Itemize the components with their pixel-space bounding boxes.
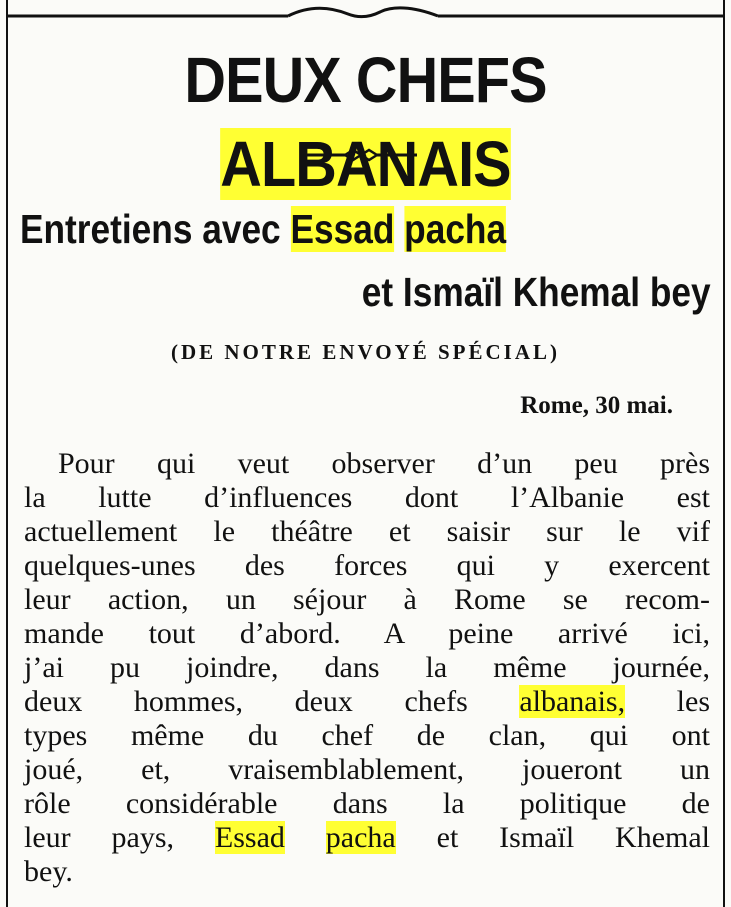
column-rule-right [723, 0, 725, 907]
highlight-albanais: albanais, [519, 685, 626, 718]
headline-ornament [305, 146, 417, 164]
body-line: joué, et, vraisemblablement, joueront un [24, 753, 710, 786]
subheadline-text: Entretiens avec [20, 206, 291, 252]
dateline: Rome, 30 mai. [520, 392, 673, 419]
body-line: j’ai pu joindre, dans la même journée, [24, 651, 710, 684]
body-line: actuellement le théâtre et saisir sur le vif [24, 515, 710, 548]
article-headline [37, 38, 695, 206]
body-line: bey. [24, 855, 73, 888]
body-line: mande tout d’abord. A peine arrivé ici, [24, 617, 710, 650]
body-line: la lutte d’influences dont l’Albanie est [24, 481, 710, 514]
article-body [24, 447, 710, 889]
body-line: leur action, un séjour à Rome se recom- [24, 583, 710, 616]
byline: (DE NOTRE ENVOYÉ SPÉCIAL) [170, 340, 561, 364]
space [394, 206, 404, 252]
body-line: quelques-unes des forces qui y exercent [24, 549, 710, 582]
highlight-pacha: pacha [404, 206, 507, 252]
body-line [24, 821, 710, 855]
subheadline-line-2: et Ismaïl Khemal bey [362, 269, 711, 315]
highlight-essad: Essad [290, 206, 395, 252]
body-text-segment: deux hommes, deux chefs [24, 685, 520, 718]
body-line: rôle considérable dans la politique de [24, 787, 710, 820]
body-line: types même du chef de clan, qui ont [24, 719, 710, 752]
headline-text: DEUX CHEFS [184, 44, 547, 116]
body-text-segment [285, 821, 326, 854]
highlight-essad: Essad [214, 821, 285, 854]
body-text-segment: et Ismaïl Khemal [395, 821, 710, 854]
headline-highlight-albanais: ALBANAIS [220, 128, 511, 200]
body-text-segment: leur pays, [24, 821, 215, 854]
body-text-segment: les [625, 685, 710, 718]
body-line: Pour qui veut observer d’un peu près [58, 447, 710, 480]
subheadline-line-1 [20, 200, 506, 258]
column-rule-left [6, 0, 8, 907]
top-ornament-divider [8, 2, 723, 26]
body-line [24, 685, 710, 719]
highlight-pacha: pacha [325, 821, 396, 854]
